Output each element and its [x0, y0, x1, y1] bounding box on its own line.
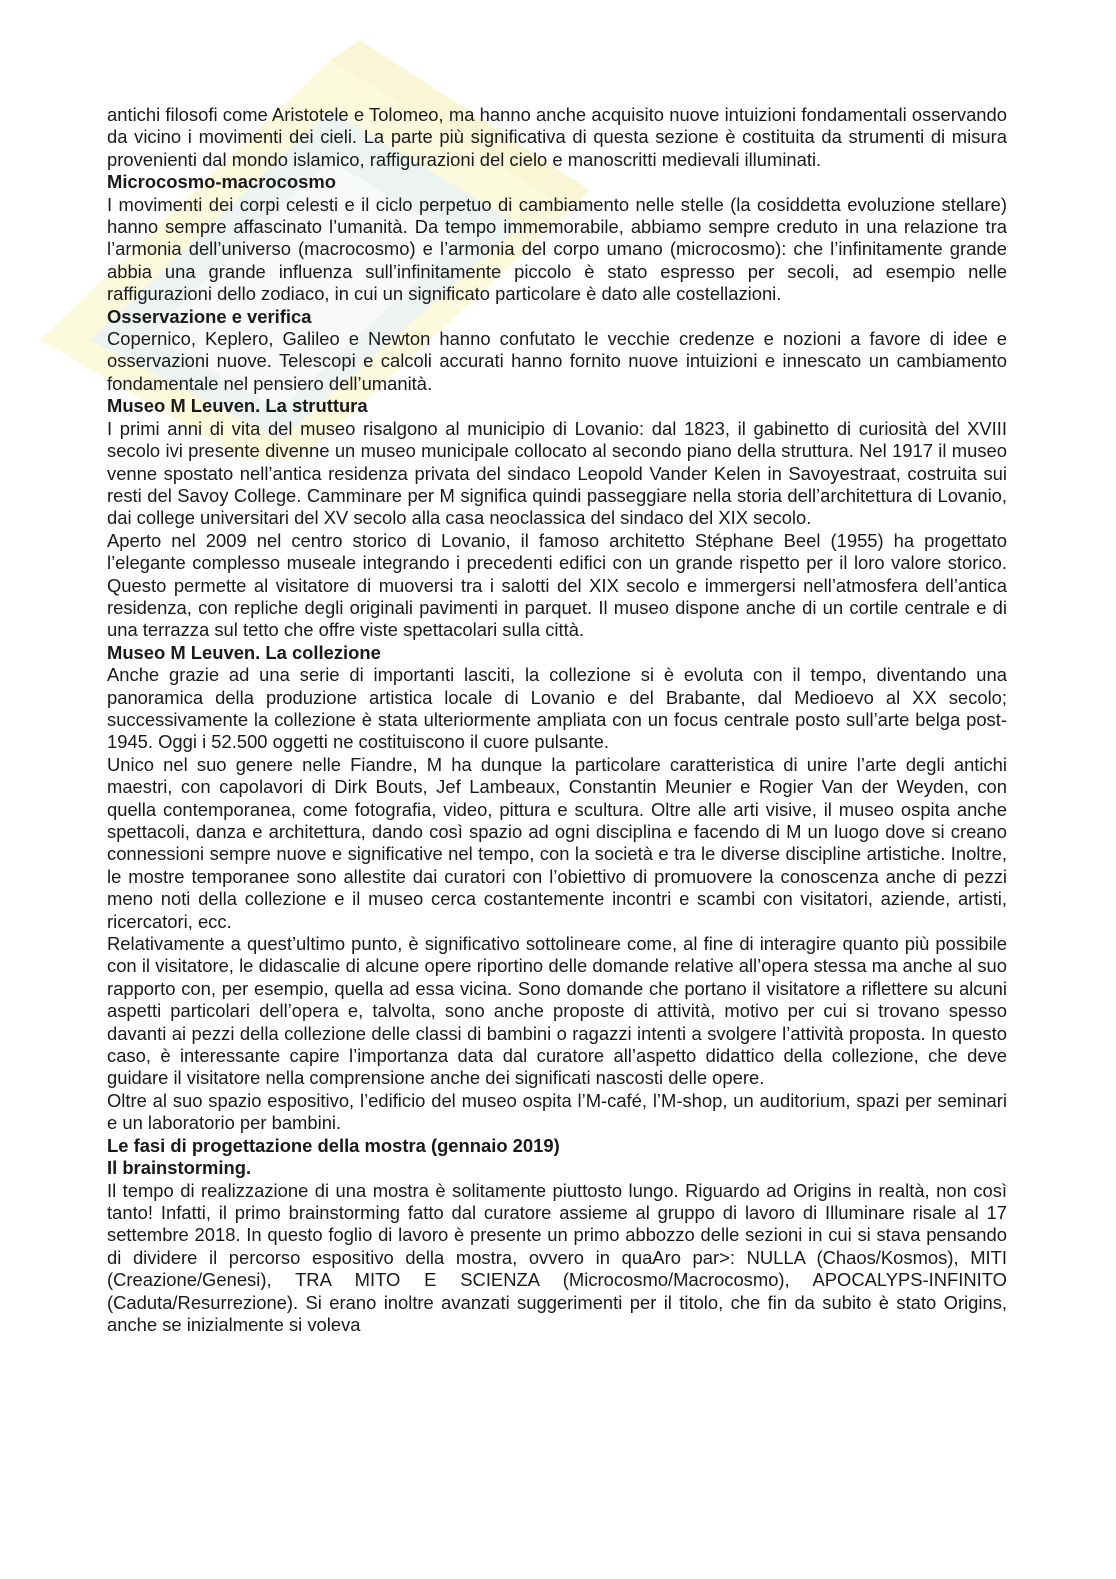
body-paragraph: Anche grazie ad una serie di importanti lasciti, la collezione si è evoluta con il tempo, diventando una panoramica della produzione artistica locale di Lovanio e del Brabante, dal Medioevo al XX secolo; successivamente la collezione è stata ulteriormente ampliata con un focus centrale posto sull’arte belga post-1945. Oggi i 52.500 oggetti ne costituiscono il cuore pulsante.: [107, 664, 1007, 753]
body-paragraph: Relativamente a quest’ultimo punto, è significativo sottolineare come, al fine di interagire quanto più possibile con il visitatore, le didascalie di alcune opere riportino delle domande relative all’opera stessa ma anche al suo rapporto con, per esempio, quella ad essa vicina. Sono domande che portano il visitatore a riflettere su alcuni aspetti particolari dell’opera e, talvolta, sono anche proposte di attività, motivo per cui si trovano spesso davanti ai pezzi della collezione delle classi di bambini o ragazzi intenti a svolgere l’attività proposta. In questo caso, è interessante capire l’importanza data dal curatore all’aspetto didattico della collezione, che deve guidare il visitatore nella comprensione anche dei significati nascosti delle opere.: [107, 933, 1007, 1089]
document-page: [107, 104, 1007, 1336]
body-paragraph: I movimenti dei corpi celesti e il ciclo perpetuo di cambiamento nelle stelle (la cosiddetta evoluzione stellare) hanno sempre affascinato l’umanità. Da tempo immemorabile, abbiamo sempre creduto in una relazione tra l’armonia dell’universo (macrocosmo) e l’armonia del corpo umano (microcosmo): che l’infinitamente grande abbia una grande influenza sull’infinitamente piccolo è stato espresso per secoli, ad esempio nelle raffigurazioni dello zodiaco, in cui un significato particolare è dato alle costellazioni.: [107, 193, 1007, 305]
body-paragraph: Il tempo di realizzazione di una mostra è solitamente piuttosto lungo. Riguardo ad Origins in realtà, non così tanto! Infatti, il primo brainstorming fatto dal curatore assieme al gruppo di lavoro di Illuminare risale al 17 settembre 2018. In questo foglio di lavoro è presente un primo abbozzo delle sezioni in cui si stava pensando di dividere il percorso espositivo della mostra, ovvero in quaAro par>: NULLA (Chaos/Kosmos), MITI (Creazione/Genesi), TRA MITO E SCIENZA (Microcosmo/Macrocosmo), APOCALYPS-INFINITO (Caduta/Resurrezione). Si erano inoltre avanzati suggerimenti per il titolo, che fin da subito è stato Origins, anche se inizialmente si voleva: [107, 1179, 1007, 1335]
body-paragraph: Copernico, Keplero, Galileo e Newton hanno confutato le vecchie credenze e nozioni a favore di idee e osservazioni nuove. Telescopi e calcoli accurati hanno fornito nuove intuizioni e innescato un cambiamento fondamentale nel pensiero dell’umanità.: [107, 328, 1007, 394]
body-paragraph: I primi anni di vita del museo risalgono al municipio di Lovanio: dal 1823, il gabinetto di curiosità del XVIII secolo ivi presente divenne un museo municipale collocato al secondo piano della struttura. Nel 1917 il museo venne spostato nell’antica residenza privata del sindaco Leopold Vander Kelen in Savoyestraat, costruita sui resti del Savoy College. Camminare per M significa quindi passeggiare nella storia dell’architettura di Lovanio, dai college universitari del XV secolo alla casa neoclassica del sindaco del XIX secolo.: [107, 417, 1007, 529]
body-paragraph: antichi filosofi come Aristotele e Tolomeo, ma hanno anche acquisito nuove intuizioni fondamentali osservando da vicino i movimenti dei cieli. La parte più significativa di questa sezione è costituita da strumenti di misura provenienti dal mondo islamico, raffigurazioni del cielo e manoscritti medievali illuminati.: [107, 104, 1007, 170]
section-heading: Museo M Leuven. La collezione: [107, 641, 381, 663]
body-paragraph: Oltre al suo spazio espositivo, l’edificio del museo ospita l’M-café, l’M-shop, un auditorium, spazi per seminari e un laboratorio per bambini.: [107, 1089, 1007, 1134]
section-heading: Il brainstorming.: [107, 1157, 252, 1179]
body-paragraph: Unico nel suo genere nelle Fiandre, M ha dunque la particolare caratteristica di unire l’arte degli antichi maestri, con capolavori di Dirk Bouts, Jef Lambeaux, Constantin Meunier e Rogier Van der Weyden, con quella contemporanea, come fotografia, video, pittura e scultura. Oltre alle arti visive, il museo ospita anche spettacoli, danza e architettura, dando così spazio ad ogni disciplina e facendo di M un luogo dove si creano connessioni sempre nuove e significative nel tempo, con la società e tra le diverse discipline artistiche. Inoltre, le mostre temporanee sono allestite dai curatori con l’obiettivo di promuovere la conoscenza anche di pezzi meno noti della collezione e il museo cerca costantemente incontri e scambi con visitatori, aziende, artisti, ricercatori, ecc.: [107, 753, 1007, 932]
body-paragraph: Aperto nel 2009 nel centro storico di Lovanio, il famoso architetto Stéphane Beel (1955) ha progettato l’elegante complesso museale integrando i precedenti edifici con un grande rispetto per il loro valore storico. Questo permette al visitatore di muoversi tra i salotti del XIX secolo e immergersi nell’atmosfera dell’antica residenza, con repliche degli originali pavimenti in parquet. Il museo dispone anche di un cortile centrale e di una terrazza sul tetto che offre viste spettacolari sulla città.: [107, 529, 1007, 641]
section-heading: Osservazione e verifica: [107, 305, 312, 327]
section-heading: Le fasi di progettazione della mostra (gennaio 2019): [107, 1134, 560, 1156]
section-heading: Museo M Leuven. La struttura: [107, 395, 368, 417]
section-heading: Microcosmo-macrocosmo: [107, 171, 336, 193]
